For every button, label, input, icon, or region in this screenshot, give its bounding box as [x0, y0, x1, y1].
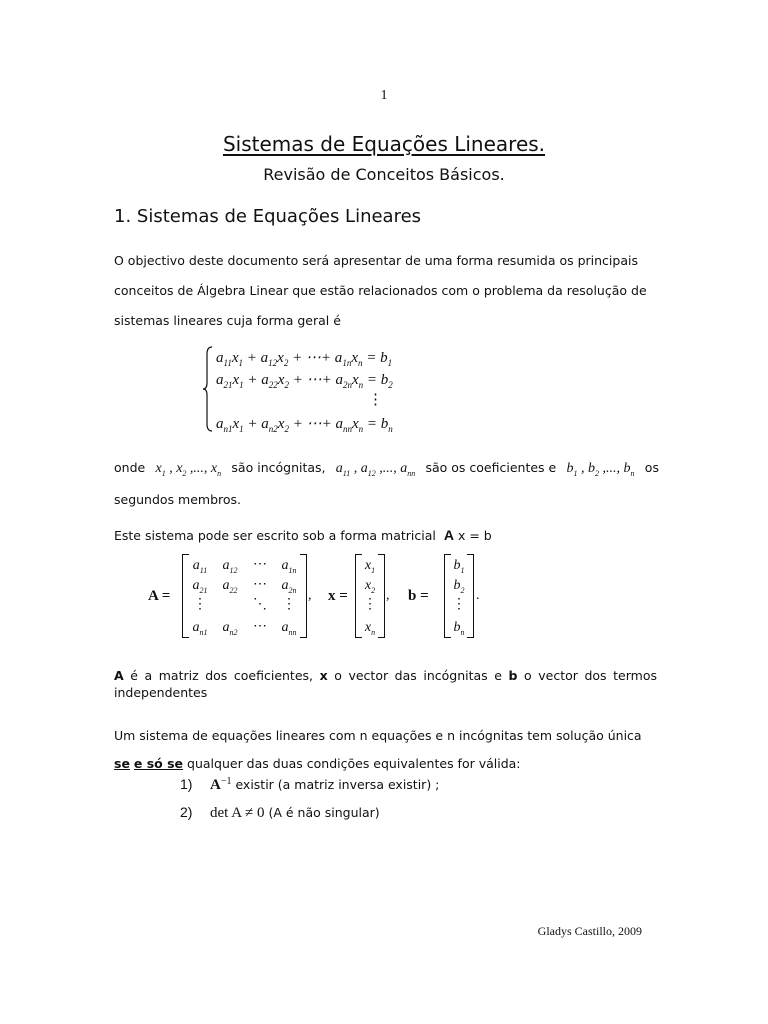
condition-2: 2) det A ≠ 0 (A é não singular) [180, 804, 380, 821]
vector-cell: $b_n$ [453, 620, 465, 637]
matrix-cell: $a_{2n}$ [281, 578, 297, 595]
page-number: 1 [380, 88, 388, 103]
onde-text: são incógnitas, [231, 460, 326, 475]
coefficients-list: $a_{11}$ , $a_{12}$ ,..., $a_{nn}$ [335, 461, 416, 478]
linear-system-equations [202, 346, 422, 436]
unique-solution-paragraph: Um sistema de equações lineares com n equações e n incógnitas tem solução única se e só se qualquer das duas condições equivalentes for válida: [114, 728, 642, 771]
vector-b-label: b = [408, 588, 429, 604]
onde-text: são os coeficientes e [425, 460, 557, 475]
matrix-cell: $a_{nn}$ [281, 620, 297, 637]
vector-cell: $x_2$ [364, 578, 376, 595]
unknowns-list: $x_1$ , $x_2$ ,..., $x_n$ [155, 461, 222, 478]
condition-1: 1) $A^{-1}$ existir (a matriz inversa existir) ; [180, 776, 440, 794]
se-emphasis: se [114, 756, 130, 771]
equation-row-2: $a_{21}x_1 + a_{22}x_2$ + ⋯+ $a_{2n}x_n = b_2$ [216, 372, 393, 390]
vector-cell: $x_1$ [364, 558, 376, 575]
vector-cell: ⋮ [363, 597, 377, 612]
matrix-cell: ⋯ [253, 577, 267, 592]
intro-paragraph [114, 246, 654, 336]
matrix-cell: ⋯ [253, 619, 267, 634]
matrix-cell: $a_{12}$ [222, 558, 238, 575]
equation-row-1: $a_{11}x_1 + a_{12}x_2$ + ⋯+ $a_{1n}x_n = b_1$ [216, 350, 393, 368]
matrix-cell: ⋮ [282, 597, 296, 612]
matrix-a-right-bracket [300, 554, 307, 638]
section-heading: 1. Sistemas de Equações Lineares [114, 206, 422, 227]
vector-cell: ⋮ [452, 597, 466, 612]
intro-line: sistemas lineares cuja forma geral é [114, 313, 341, 328]
matrix-cell: ⋮ [193, 597, 207, 612]
matrix-cell: $a_{n1}$ [192, 620, 208, 637]
matrix-cell: $a_{22}$ [222, 578, 238, 595]
footer-author: Gladys Castillo, 2009 [537, 924, 642, 938]
matrix-cell: ⋯ [253, 557, 267, 572]
document-subtitle: Revisão de Conceitos Básicos. [263, 165, 505, 184]
vector-cell: $b_1$ [453, 558, 465, 575]
separator-comma: , [308, 588, 312, 603]
vertical-dots: ⋮ [368, 392, 383, 408]
vector-x-label: x = [328, 588, 348, 604]
onde-continuation: segundos membros. [114, 492, 242, 507]
matrix-a-label: A = [148, 588, 171, 604]
matrix-cell: ⋱ [253, 597, 267, 612]
intro-line: conceitos de Álgebra Linear que estão relacionados com o problema da resolução de [114, 283, 647, 298]
matrix-form-sentence: Este sistema pode ser escrito sob a forma matricial A x = b [114, 527, 492, 543]
matrix-cell: $a_{11}$ [192, 558, 208, 575]
left-brace [202, 346, 214, 432]
vector-cell: $x_n$ [364, 620, 376, 637]
matrix-definitions [140, 550, 520, 642]
e-so-se-emphasis: e só se [133, 756, 184, 771]
separator-period: . [476, 588, 480, 603]
matrix-cell: $a_{21}$ [192, 578, 208, 595]
matrix-cell: $a_{1n}$ [281, 558, 297, 575]
coefficients-paragraph: A é a matriz dos coeficientes, x o vector das incógnitas e b o vector dos termos independentes [114, 668, 657, 700]
onde-line [114, 460, 659, 478]
separator-comma: , [386, 588, 390, 603]
onde-text: os [644, 460, 659, 475]
equation-row-n: $a_{n1}x_1 + a_{n2}x_2$ + ⋯+ $a_{nn}x_n = b_n$ [216, 416, 393, 434]
rhs-list: $b_1$ , $b_2$ ,..., $b_n$ [566, 461, 635, 478]
document-title: Sistemas de Equações Lineares. [222, 132, 546, 156]
onde-word: onde [114, 460, 146, 475]
vector-b-right-bracket [467, 554, 474, 638]
matrix-cell: $a_{n2}$ [222, 620, 238, 637]
intro-line: O objectivo deste documento será apresentar de uma forma resumida os principais [114, 253, 638, 268]
vector-cell: $b_2$ [453, 578, 465, 595]
vector-x-right-bracket [378, 554, 385, 638]
